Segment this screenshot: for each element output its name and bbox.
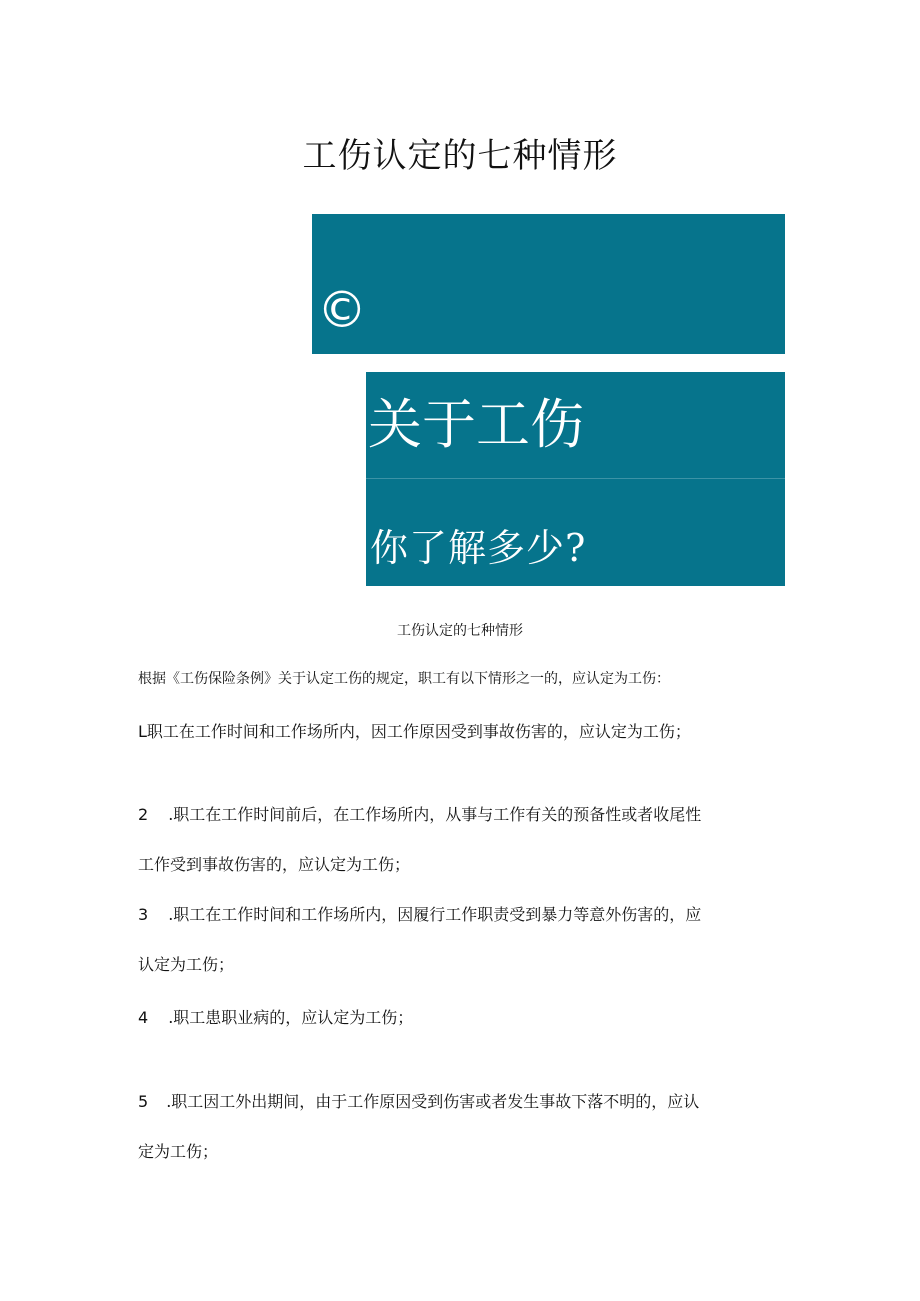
list-item-number: 2 (138, 805, 149, 824)
list-item-text: .职工在工作时间和工作场所内，因履行工作职责受到暴力等意外伤害的，应 (168, 905, 702, 924)
list-item-2-continuation: 工作受到事故伤害的，应认定为工伤； (138, 855, 411, 874)
banner-top-block (312, 214, 785, 354)
list-item-number: L (138, 722, 147, 741)
list-item-number: 4 (138, 1008, 149, 1027)
list-item-3 (138, 905, 788, 925)
banner-headline: 关于工伤 (368, 393, 584, 456)
list-item-text: .职工患职业病的，应认定为工伤； (168, 1008, 414, 1027)
list-item-3-continuation: 认定为工伤； (138, 955, 235, 974)
list-item-text: .职工在工作时间前后，在工作场所内，从事与工作有关的预备性或者收尾性 (168, 805, 702, 824)
list-item-5 (138, 1092, 788, 1112)
list-item-5-continuation: 定为工伤； (138, 1142, 219, 1161)
copyright-icon: © (317, 281, 367, 339)
page-title: 工伤认定的七种情形 (302, 136, 618, 176)
intro-paragraph: 根据《工伤保险条例》关于认定工伤的规定，职工有以下情形之一的，应认定为工伤： (138, 671, 670, 687)
list-item-text: .职工因工外出期间，由于工作原因受到伤害或者发生事故下落不明的，应认 (166, 1092, 700, 1111)
list-item-1 (138, 722, 788, 742)
list-item-text: 职工在工作时间和工作场所内，因工作原因受到事故伤害的，应认定为工伤； (146, 722, 691, 741)
banner-subline: 你了解多少? (370, 526, 587, 570)
section-subtitle: 工伤认定的七种情形 (397, 623, 523, 639)
list-item-number: 3 (138, 905, 149, 924)
list-item-2 (138, 805, 788, 825)
banner-headline-block (366, 372, 785, 479)
banner-subline-block (366, 479, 785, 586)
list-item-number: 5 (138, 1092, 149, 1111)
list-item-4 (138, 1008, 788, 1028)
